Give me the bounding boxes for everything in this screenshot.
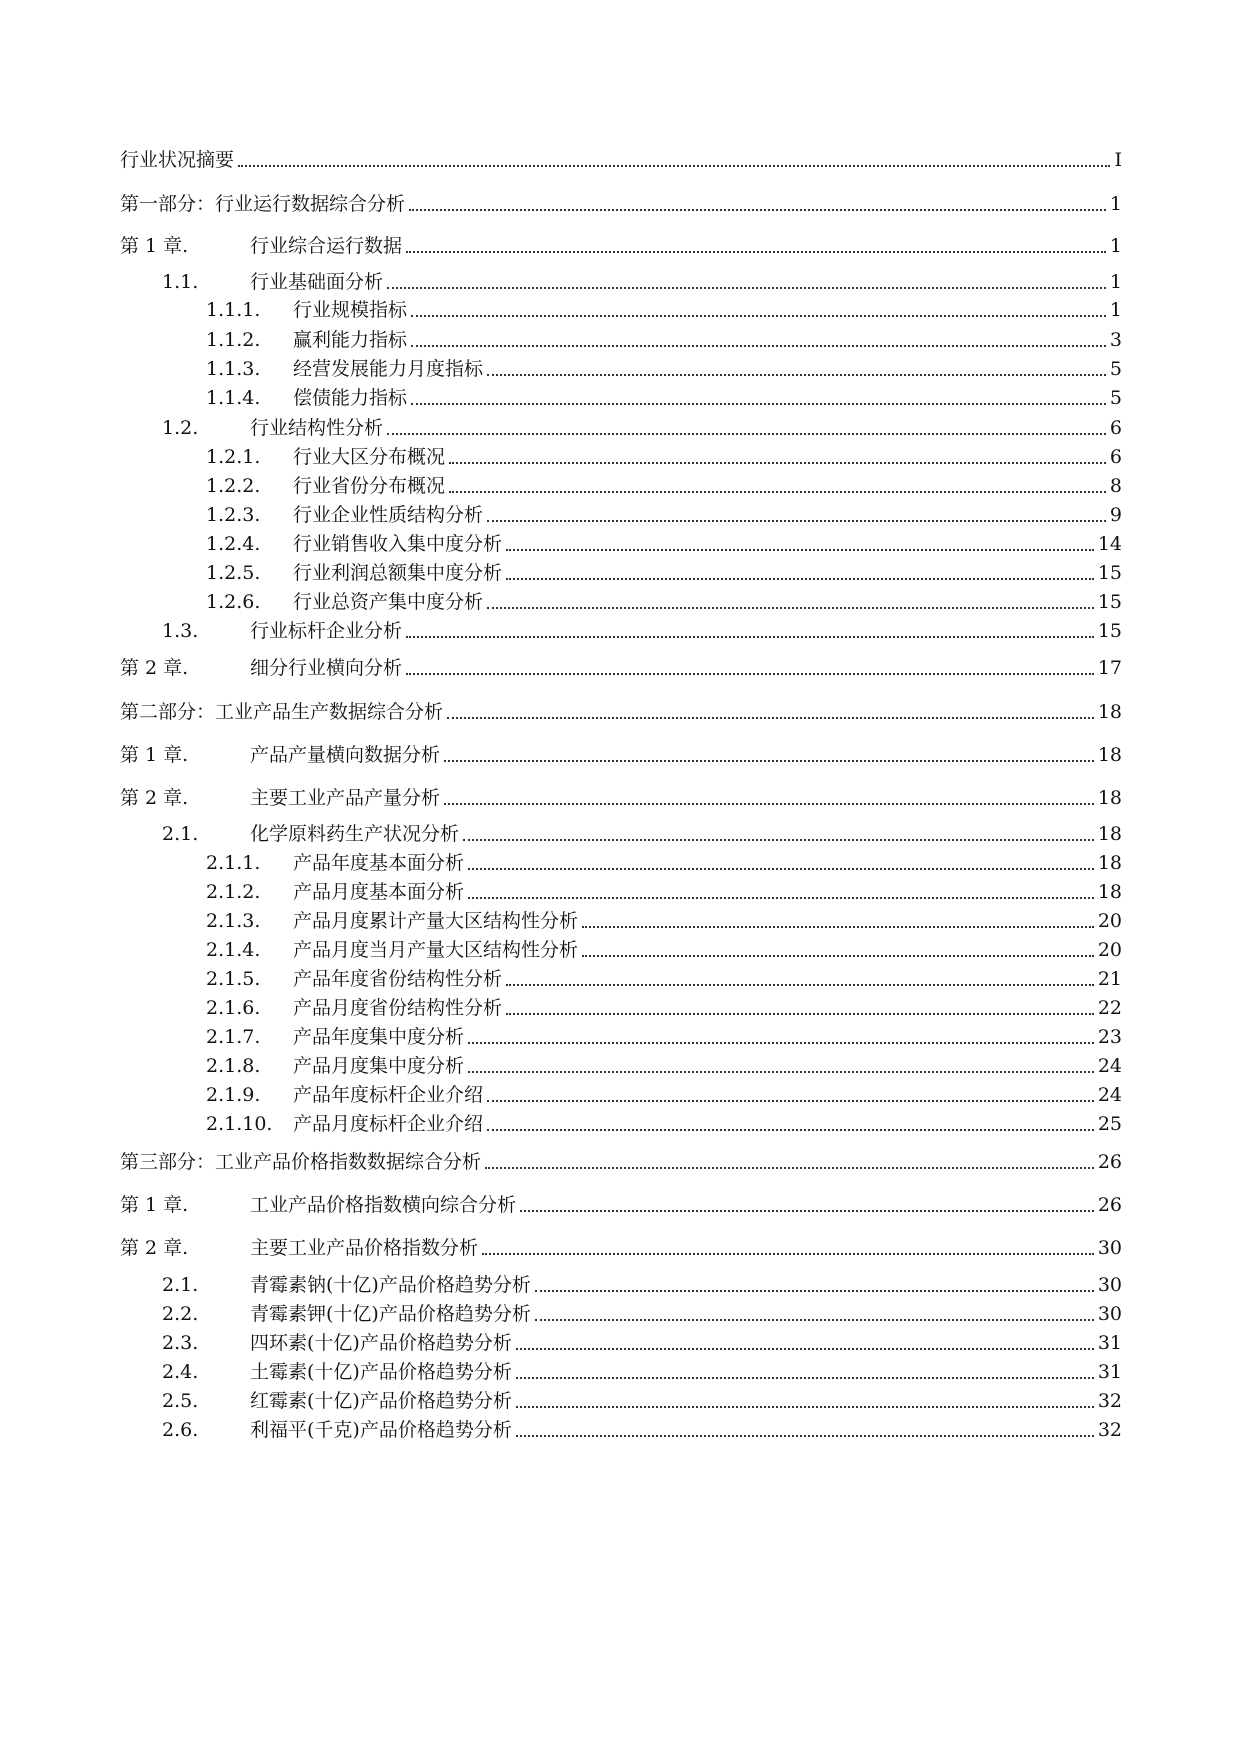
toc-entry-page-number: 1 (1109, 235, 1122, 257)
toc-entry[interactable] (0, 848, 1241, 878)
toc-entry-page-number: 18 (1097, 701, 1122, 723)
toc-entry-page-number: 18 (1097, 744, 1122, 766)
toc-entry-number: 2.1.10. (206, 1113, 273, 1135)
toc-entry-title: 行业企业性质结构分析 (293, 504, 484, 526)
toc-entry-number: 1.2.1. (206, 446, 261, 468)
toc-entry-number: 2.4. (162, 1361, 199, 1383)
toc-entry-number: 2.1.6. (206, 997, 261, 1019)
toc-entry-title: 产品年度省份结构性分析 (293, 968, 503, 990)
toc-entry-page-number: 21 (1097, 968, 1122, 990)
toc-entry-number: 2.3. (162, 1332, 199, 1354)
toc-entry-title: 产品年度基本面分析 (293, 852, 465, 874)
toc-entry[interactable] (0, 616, 1241, 646)
toc-entry[interactable] (0, 1270, 1241, 1300)
toc-entry-page-number: 26 (1097, 1151, 1122, 1173)
toc-entry[interactable] (0, 325, 1241, 355)
toc-entry-title: 行业综合运行数据 (250, 235, 403, 257)
toc-entry-number: 1.3. (162, 620, 199, 642)
toc-entry-title: 行业标杆企业分析 (250, 620, 403, 642)
toc-entry-title: 主要工业产品产量分析 (250, 787, 441, 809)
toc-entry[interactable] (0, 697, 1241, 727)
dot-leader (487, 374, 1106, 376)
dot-leader (487, 607, 1094, 609)
toc-entry-number: 1.1.2. (206, 329, 261, 351)
dot-leader (411, 403, 1106, 405)
dot-leader (520, 1210, 1094, 1212)
toc-entry[interactable] (0, 267, 1241, 297)
toc-entry-title: 行业基础面分析 (250, 271, 384, 293)
toc-entry-page-number: 22 (1097, 997, 1122, 1019)
dot-leader (482, 1253, 1094, 1255)
toc-entry[interactable] (0, 145, 1241, 175)
toc-entry-page-number: 1 (1109, 271, 1122, 293)
toc-entry-title: 产品月度省份结构性分析 (293, 997, 503, 1019)
dot-leader (535, 1319, 1094, 1321)
toc-entry[interactable] (0, 877, 1241, 907)
dot-leader (387, 433, 1106, 435)
toc-entry-title: 产品月度标杆企业介绍 (293, 1113, 484, 1135)
toc-entry[interactable] (0, 653, 1241, 683)
toc-entry[interactable] (0, 993, 1241, 1023)
toc-entry-number: 2.1.4. (206, 939, 261, 961)
toc-entry-page-number: I (1114, 149, 1122, 171)
toc-entry-number: 第 1 章. (120, 1194, 189, 1216)
toc-entry-number: 2.1.8. (206, 1055, 261, 1077)
toc-entry[interactable] (0, 1190, 1241, 1220)
dot-leader (516, 1406, 1094, 1408)
toc-entry-title: 行业大区分布概况 (293, 446, 446, 468)
toc-entry-number: 2.1.9. (206, 1084, 261, 1106)
toc-entry-number: 1.2.2. (206, 475, 261, 497)
dot-leader (238, 165, 1110, 167)
toc-entry-title: 行业总资产集中度分析 (293, 591, 484, 613)
dot-leader (487, 520, 1106, 522)
dot-leader (468, 868, 1094, 870)
toc-entry-page-number: 5 (1109, 358, 1122, 380)
toc-entry-title: 产品年度集中度分析 (293, 1026, 465, 1048)
toc-entry[interactable] (0, 1299, 1241, 1329)
toc-entry-page-number: 24 (1097, 1055, 1122, 1077)
toc-entry-number: 第 2 章. (120, 657, 189, 679)
toc-entry-page-number: 32 (1097, 1390, 1122, 1412)
toc-entry-page-number: 31 (1097, 1332, 1122, 1354)
toc-entry[interactable] (0, 1357, 1241, 1387)
toc-entry-page-number: 23 (1097, 1026, 1122, 1048)
dot-leader (535, 1290, 1094, 1292)
toc-entry-number: 第 1 章. (120, 235, 189, 257)
dot-leader (582, 926, 1094, 928)
toc-entry-number: 2.1.7. (206, 1026, 261, 1048)
toc-entry[interactable] (0, 783, 1241, 813)
toc-entry-page-number: 24 (1097, 1084, 1122, 1106)
toc-entry-title: 产品月度基本面分析 (293, 881, 465, 903)
toc-entry-title: 产品产量横向数据分析 (250, 744, 441, 766)
toc-entry-title: 经营发展能力月度指标 (293, 358, 484, 380)
toc-entry-page-number: 32 (1097, 1419, 1122, 1441)
dot-leader (444, 803, 1094, 805)
toc-entry-number: 2.1. (162, 823, 199, 845)
toc-entry[interactable] (0, 413, 1241, 443)
toc-entry-title: 产品月度集中度分析 (293, 1055, 465, 1077)
toc-entry-page-number: 18 (1097, 787, 1122, 809)
toc-entry-number: 1.2.5. (206, 562, 261, 584)
toc-entry-page-number: 18 (1097, 823, 1122, 845)
dot-leader (449, 491, 1106, 493)
toc-entry-page-number: 25 (1097, 1113, 1122, 1135)
dot-leader (516, 1377, 1094, 1379)
toc-entry-title: 主要工业产品价格指数分析 (250, 1237, 479, 1259)
toc-entry-title: 青霉素钠(十亿)产品价格趋势分析 (250, 1274, 531, 1296)
dot-leader (506, 984, 1094, 986)
toc-entry-number: 1.2.3. (206, 504, 261, 526)
toc-entry-page-number: 30 (1097, 1303, 1122, 1325)
dot-leader (506, 1013, 1094, 1015)
toc-entry-title: 四环素(十亿)产品价格趋势分析 (250, 1332, 512, 1354)
toc-entry[interactable] (0, 231, 1241, 261)
toc-entry[interactable] (0, 1386, 1241, 1416)
toc-entry-page-number: 1 (1109, 299, 1122, 321)
toc-entry[interactable] (0, 1147, 1241, 1177)
dot-leader (468, 1071, 1094, 1073)
toc-entry-number: 第 1 章. (120, 744, 189, 766)
dot-leader (463, 839, 1094, 841)
toc-entry-page-number: 15 (1097, 620, 1122, 642)
toc-entry-number: 2.5. (162, 1390, 199, 1412)
toc-entry[interactable] (0, 935, 1241, 965)
dot-leader (444, 760, 1094, 762)
toc-entry-number: 2.1.5. (206, 968, 261, 990)
toc-entry-number: 2.1.1. (206, 852, 261, 874)
toc-entry[interactable] (0, 1415, 1241, 1445)
toc-entry-page-number: 1 (1109, 193, 1122, 215)
toc-entry[interactable] (0, 819, 1241, 849)
toc-entry-number: 1.1. (162, 271, 199, 293)
toc-entry[interactable] (0, 471, 1241, 501)
toc-entry-title: 产品年度标杆企业介绍 (293, 1084, 484, 1106)
toc-entry[interactable] (0, 1022, 1241, 1052)
dot-leader (447, 717, 1094, 719)
toc-entry-page-number: 9 (1109, 504, 1122, 526)
toc-entry[interactable] (0, 1109, 1241, 1139)
dot-leader (487, 1100, 1094, 1102)
toc-entry-number: 1.2.4. (206, 533, 261, 555)
toc-entry[interactable] (0, 906, 1241, 936)
toc-entry[interactable] (0, 587, 1241, 617)
toc-entry-title: 行业状况摘要 (120, 149, 235, 171)
toc-entry-title: 第三部分：工业产品价格指数数据综合分析 (120, 1151, 482, 1173)
toc-entry-page-number: 18 (1097, 852, 1122, 874)
toc-entry-page-number: 3 (1109, 329, 1122, 351)
toc-entry-title: 第二部分：工业产品生产数据综合分析 (120, 701, 444, 723)
toc-entry[interactable] (0, 558, 1241, 588)
toc-entry-title: 红霉素(十亿)产品价格趋势分析 (250, 1390, 512, 1412)
toc-entry-title: 工业产品价格指数横向综合分析 (250, 1194, 517, 1216)
toc-entry-number: 第 2 章. (120, 1237, 189, 1259)
toc-entry-title: 青霉素钾(十亿)产品价格趋势分析 (250, 1303, 531, 1325)
toc-entry[interactable] (0, 295, 1241, 325)
toc-entry-page-number: 8 (1109, 475, 1122, 497)
toc-entry-page-number: 20 (1097, 910, 1122, 932)
dot-leader (487, 1129, 1094, 1131)
toc-entry-title: 行业利润总额集中度分析 (293, 562, 503, 584)
toc-entry-title: 化学原料药生产状况分析 (250, 823, 460, 845)
dot-leader (387, 287, 1106, 289)
dot-leader (506, 549, 1094, 551)
toc-entry[interactable] (0, 1080, 1241, 1110)
toc-entry-title: 行业规模指标 (293, 299, 408, 321)
toc-entry-number: 第 2 章. (120, 787, 189, 809)
toc-entry-number: 1.1.4. (206, 387, 261, 409)
toc-entry-number: 2.1.2. (206, 881, 261, 903)
toc-entry-page-number: 26 (1097, 1194, 1122, 1216)
toc-entry-title: 土霉素(十亿)产品价格趋势分析 (250, 1361, 512, 1383)
toc-entry-page-number: 15 (1097, 591, 1122, 613)
toc-entry-page-number: 18 (1097, 881, 1122, 903)
dot-leader (406, 673, 1094, 675)
toc-entry-page-number: 31 (1097, 1361, 1122, 1383)
toc-entry-number: 1.2. (162, 417, 199, 439)
dot-leader (406, 636, 1094, 638)
toc-entry-title: 赢利能力指标 (293, 329, 408, 351)
toc-entry[interactable] (0, 964, 1241, 994)
toc-entry-number: 1.1.3. (206, 358, 261, 380)
toc-entry-number: 1.2.6. (206, 591, 261, 613)
toc-entry[interactable] (0, 354, 1241, 384)
toc-entry-title: 行业销售收入集中度分析 (293, 533, 503, 555)
toc-entry[interactable] (0, 1328, 1241, 1358)
toc-entry[interactable] (0, 1233, 1241, 1263)
dot-leader (516, 1348, 1094, 1350)
toc-entry-number: 2.1. (162, 1274, 199, 1296)
toc-entry-page-number: 5 (1109, 387, 1122, 409)
toc-entry-title: 偿债能力指标 (293, 387, 408, 409)
toc-entry[interactable] (0, 500, 1241, 530)
dot-leader (582, 955, 1094, 957)
toc-entry-number: 2.1.3. (206, 910, 261, 932)
toc-entry[interactable] (0, 442, 1241, 472)
toc-entry-page-number: 6 (1109, 417, 1122, 439)
toc-entry[interactable] (0, 383, 1241, 413)
toc-entry-title: 行业结构性分析 (250, 417, 384, 439)
toc-entry-page-number: 30 (1097, 1274, 1122, 1296)
toc-entry-page-number: 6 (1109, 446, 1122, 468)
toc-entry-page-number: 30 (1097, 1237, 1122, 1259)
toc-entry-number: 2.6. (162, 1419, 199, 1441)
toc-entry-title: 产品月度当月产量大区结构性分析 (293, 939, 579, 961)
dot-leader (485, 1167, 1094, 1169)
dot-leader (468, 1042, 1094, 1044)
dot-leader (449, 462, 1106, 464)
toc-entry-page-number: 20 (1097, 939, 1122, 961)
dot-leader (409, 209, 1106, 211)
toc-entry-title: 利福平(千克)产品价格趋势分析 (250, 1419, 512, 1441)
toc-entry[interactable] (0, 529, 1241, 559)
toc-entry[interactable] (0, 1051, 1241, 1081)
toc-entry-page-number: 15 (1097, 562, 1122, 584)
dot-leader (411, 345, 1106, 347)
dot-leader (406, 251, 1106, 253)
toc-entry-title: 细分行业横向分析 (250, 657, 403, 679)
toc-entry-page-number: 14 (1097, 533, 1122, 555)
toc-entry-page-number: 17 (1097, 657, 1122, 679)
toc-entry-title: 产品月度累计产量大区结构性分析 (293, 910, 579, 932)
toc-entry-number: 1.1.1. (206, 299, 261, 321)
dot-leader (468, 897, 1094, 899)
toc-entry-title: 第一部分：行业运行数据综合分析 (120, 193, 406, 215)
dot-leader (411, 315, 1106, 317)
toc-entry[interactable] (0, 189, 1241, 219)
dot-leader (506, 578, 1094, 580)
toc-entry-title: 行业省份分布概况 (293, 475, 446, 497)
toc-entry-number: 2.2. (162, 1303, 199, 1325)
dot-leader (516, 1435, 1094, 1437)
toc-entry[interactable] (0, 740, 1241, 770)
